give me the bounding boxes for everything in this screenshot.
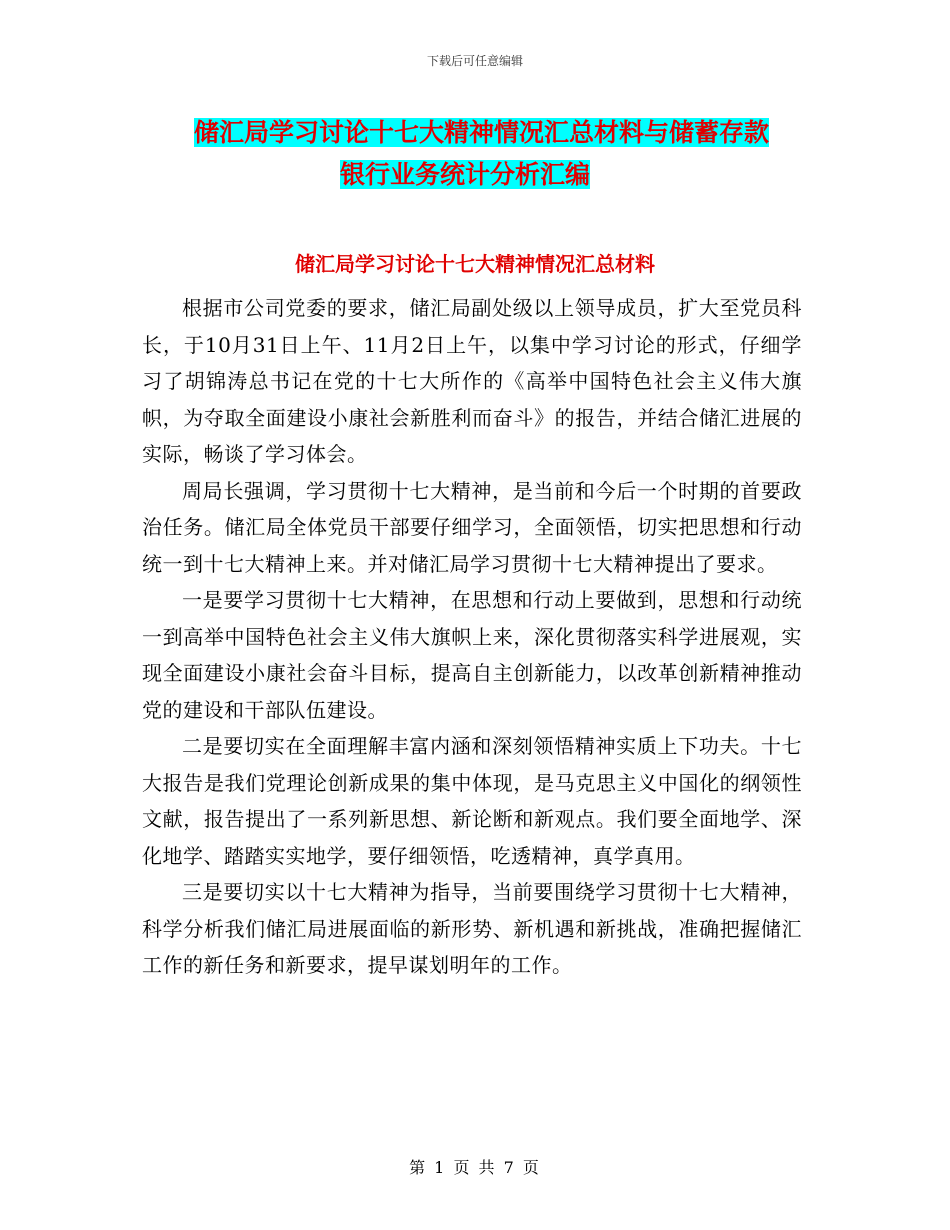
paragraph-5: 三是要切实以十七大精神为指导，当前要围绕学习贯彻十七大精神，科学分析我们储汇局进展面临的新形势、新机遇和新挑战，准确把握储汇工作的新任务和新要求，提早谋划明年的工作。	[142, 880, 802, 977]
title-highlight-1: 储汇局学习讨论十七大精神情况汇总材料与储蓄存款	[194, 118, 770, 147]
paragraph-2: 周局长强调，学习贯彻十七大精神，是当前和今后一个时期的首要政治任务。储汇局全体党员干部要仔细学习，全面领悟，切实把思想和行动统一到十七大精神上来。并对储汇局学习贯彻十七大精神提出了要求。	[142, 478, 802, 576]
body-text	[142, 290, 802, 984]
header-note: 下载后可任意编辑	[426, 54, 523, 68]
paragraph-1: 根据市公司党委的要求，储汇局副处级以上领导成员，扩大至党员科长，于10月31日上午、11月2日上午，以集中学习讨论的形式，仔细学习了胡锦涛总书记在党的十七大所作的《高举中国特色社会主义伟大旗帜，为夺取全面建设小康社会新胜利而奋斗》的报告，并结合储汇进展的实际，畅谈了学习体会。	[142, 296, 802, 466]
document-title-line-1	[150, 112, 810, 154]
section-title: 储汇局学习讨论十七大精神情况汇总材料	[295, 252, 655, 276]
paragraph-4: 二是要切实在全面理解丰富内涵和深刻领悟精神实质上下功夫。十七大报告是我们党理论创新成果的集中体现，是马克思主义中国化的纲领性文献，报告提出了一系列新思想、新论断和新观点。我们要全面地学、深化地学、踏踏实实地学，要仔细领悟，吃透精神，真学真用。	[142, 734, 802, 868]
document-title	[150, 112, 810, 196]
paragraph-3: 一是要学习贯彻十七大精神，在思想和行动上要做到，思想和行动统一到高举中国特色社会主义伟大旗帜上来，深化贯彻落实科学进展观，实现全面建设小康社会奋斗目标，提高自主创新能力，以改革创新精神推动党的建设和干部队伍建设。	[142, 588, 802, 722]
page-number-footer: 第 1 页 共 7 页	[409, 1158, 541, 1177]
title-highlight-2: 银行业务统计分析汇编	[340, 160, 591, 189]
document-title-line-2	[150, 154, 810, 196]
